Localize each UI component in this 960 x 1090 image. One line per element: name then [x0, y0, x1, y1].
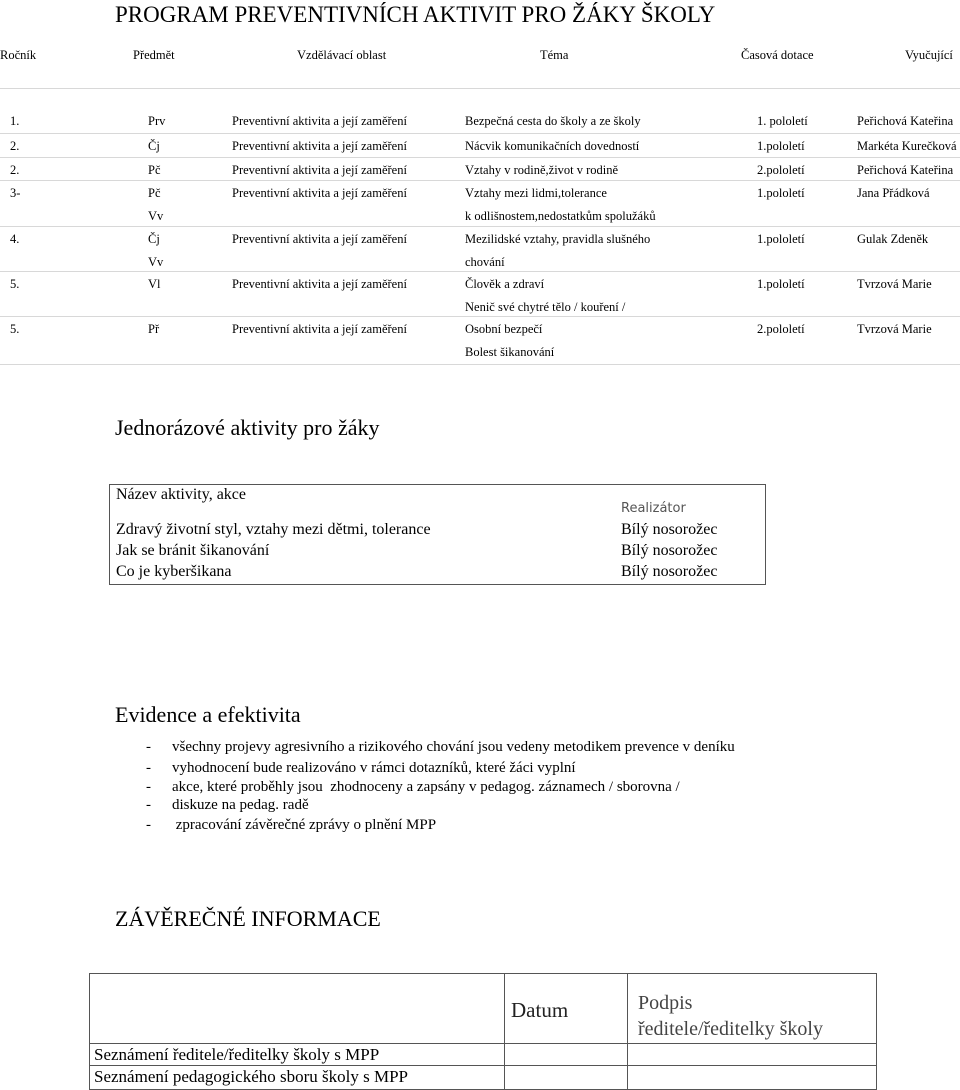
- final-podpis-header-2: ředitele/ředitelky školy: [638, 1018, 823, 1040]
- program-cell-dotace: 1. pololetí: [757, 114, 808, 128]
- page-title: PROGRAM PREVENTIVNÍCH AKTIVIT PRO ŽÁKY ŠKOLY: [115, 2, 716, 27]
- final-row-divider: [90, 1065, 876, 1066]
- program-cell-rocnik: 3-: [10, 186, 21, 200]
- program-cell-oblast: Preventivní aktivita a její zaměření: [232, 232, 407, 246]
- final-table: [89, 973, 877, 1090]
- program-cell-vyucujici: Markéta Kurečková: [857, 139, 957, 153]
- evidence-item-text: akce, které proběhly jsou zhodnoceny a zapsány v pedagog. záznamech / sborovna /: [172, 779, 680, 795]
- program-cell-tema-line2: chování: [465, 255, 505, 269]
- program-cell-dotace: 2.pololetí: [757, 163, 805, 177]
- header-divider: [0, 88, 960, 89]
- program-row-divider: [0, 180, 960, 181]
- program-cell-tema: Bezpečná cesta do školy a ze školy: [465, 114, 641, 128]
- program-row-divider: [0, 157, 960, 158]
- program-cell-dotace: 1.pololetí: [757, 186, 805, 200]
- evidence-bullet: -: [146, 797, 151, 813]
- program-cell-rocnik: 2.: [10, 163, 20, 177]
- final-row-label: Seznámení ředitele/ředitelky školy s MPP: [94, 1045, 380, 1064]
- program-cell-tema-line2: Nenič své chytré tělo / kouření /: [465, 300, 626, 314]
- final-heading: ZÁVĚREČNÉ INFORMACE: [115, 906, 381, 931]
- one-time-activity-name: Jak se bránit šikanování: [116, 542, 270, 559]
- program-cell-tema: Nácvik komunikačních dovedností: [465, 139, 640, 153]
- one-time-col2-header: Realizátor: [621, 501, 686, 516]
- header-vyucujici: Vyučující: [905, 48, 953, 62]
- header-tema: Téma: [540, 48, 569, 62]
- header-casova-dotace: Časová dotace: [741, 48, 814, 62]
- one-time-table: [109, 484, 766, 585]
- program-cell-tema-line2: k odlišnostem,nedostatkům spolužáků: [465, 209, 656, 223]
- evidence-item-text: zpracování závěrečné zprávy o plnění MPP: [172, 817, 437, 833]
- program-cell-dotace: 1.pololetí: [757, 139, 805, 153]
- evidence-bullet: -: [146, 817, 151, 833]
- header-vzdelavaci-oblast: Vzdělávací oblast: [297, 48, 387, 62]
- program-cell-vyucujici: Jana Přádková: [857, 186, 930, 200]
- program-cell-tema: Vztahy mezi lidmi,tolerance: [465, 186, 607, 200]
- one-time-activity-realizer: Bílý nosorožec: [621, 521, 718, 538]
- final-datum-header: Datum: [511, 998, 569, 1022]
- program-cell-oblast: Preventivní aktivita a její zaměření: [232, 186, 407, 200]
- program-cell-vyucujici: Tvrzová Marie: [857, 322, 932, 336]
- program-cell-dotace: 1.pololetí: [757, 232, 805, 246]
- program-cell-rocnik: 5.: [10, 277, 20, 291]
- one-time-heading: Jednorázové aktivity pro žáky: [115, 415, 380, 440]
- evidence-item-text: diskuze na pedag. radě: [172, 797, 309, 813]
- program-cell-dotace: 1.pololetí: [757, 277, 805, 291]
- program-cell-predmet: Pč: [148, 163, 161, 177]
- program-cell-vyucujici: Peřichová Kateřina: [857, 163, 954, 177]
- evidence-bullet: -: [146, 739, 151, 755]
- one-time-activity-name: Co je kyberšikana: [116, 563, 232, 580]
- evidence-heading: Evidence a efektivita: [115, 702, 301, 727]
- final-divider-2: [627, 974, 628, 1089]
- program-cell-tema-line2: Bolest šikanování: [465, 345, 555, 359]
- program-cell-tema: Osobní bezpečí: [465, 322, 543, 336]
- program-cell-rocnik: 1.: [10, 114, 20, 128]
- final-row-label: Seznámení pedagogického sboru školy s MPP: [94, 1067, 408, 1086]
- program-cell-vyucujici: Peřichová Kateřina: [857, 114, 954, 128]
- program-row-divider: [0, 133, 960, 134]
- header-predmet: Předmět: [133, 48, 175, 62]
- one-time-activity-name: Zdravý životní styl, vztahy mezi dětmi, tolerance: [116, 521, 431, 538]
- program-cell-rocnik: 4.: [10, 232, 20, 246]
- one-time-activity-realizer: Bílý nosorožec: [621, 542, 718, 559]
- program-cell-tema: Vztahy v rodině,život v rodině: [465, 163, 619, 177]
- evidence-bullet: -: [146, 779, 151, 795]
- program-cell-predmet-line2: Vv: [148, 255, 164, 269]
- program-cell-rocnik: 2.: [10, 139, 20, 153]
- program-row-divider: [0, 316, 960, 317]
- program-cell-vyucujici: Gulak Zdeněk: [857, 232, 929, 246]
- evidence-item-text: vyhodnocení bude realizováno v rámci dotazníků, které žáci vyplní: [172, 760, 576, 776]
- program-cell-dotace: 2.pololetí: [757, 322, 805, 336]
- program-row-divider: [0, 226, 960, 227]
- program-cell-oblast: Preventivní aktivita a její zaměření: [232, 322, 407, 336]
- program-cell-predmet: Prv: [148, 114, 166, 128]
- final-divider-1: [504, 974, 505, 1089]
- program-cell-oblast: Preventivní aktivita a její zaměření: [232, 139, 407, 153]
- evidence-item-text: všechny projevy agresivního a rizikového chování jsou vedeny metodikem prevence v deníku: [172, 739, 735, 755]
- program-cell-tema: Člověk a zdraví: [465, 277, 545, 291]
- final-podpis-header-1: Podpis: [638, 992, 693, 1014]
- program-cell-vyucujici: Tvrzová Marie: [857, 277, 932, 291]
- program-cell-predmet: Vl: [148, 277, 161, 291]
- program-cell-rocnik: 5.: [10, 322, 20, 336]
- table-bottom-divider: [0, 364, 960, 365]
- program-row-divider: [0, 271, 960, 272]
- program-cell-predmet-line2: Vv: [148, 209, 164, 223]
- program-cell-predmet: Čj: [148, 232, 160, 246]
- program-cell-oblast: Preventivní aktivita a její zaměření: [232, 277, 407, 291]
- program-cell-oblast: Preventivní aktivita a její zaměření: [232, 114, 407, 128]
- one-time-col1-header: Název aktivity, akce: [116, 486, 247, 503]
- program-cell-predmet: Pč: [148, 186, 161, 200]
- program-cell-oblast: Preventivní aktivita a její zaměření: [232, 163, 407, 177]
- header-rocnik: Ročník: [0, 48, 37, 62]
- program-cell-predmet: Čj: [148, 139, 160, 153]
- program-cell-tema: Mezilidské vztahy, pravidla slušného: [465, 232, 651, 246]
- one-time-activity-realizer: Bílý nosorožec: [621, 563, 718, 580]
- final-row-divider: [90, 1043, 876, 1044]
- evidence-bullet: -: [146, 760, 151, 776]
- program-cell-predmet: Př: [148, 322, 160, 336]
